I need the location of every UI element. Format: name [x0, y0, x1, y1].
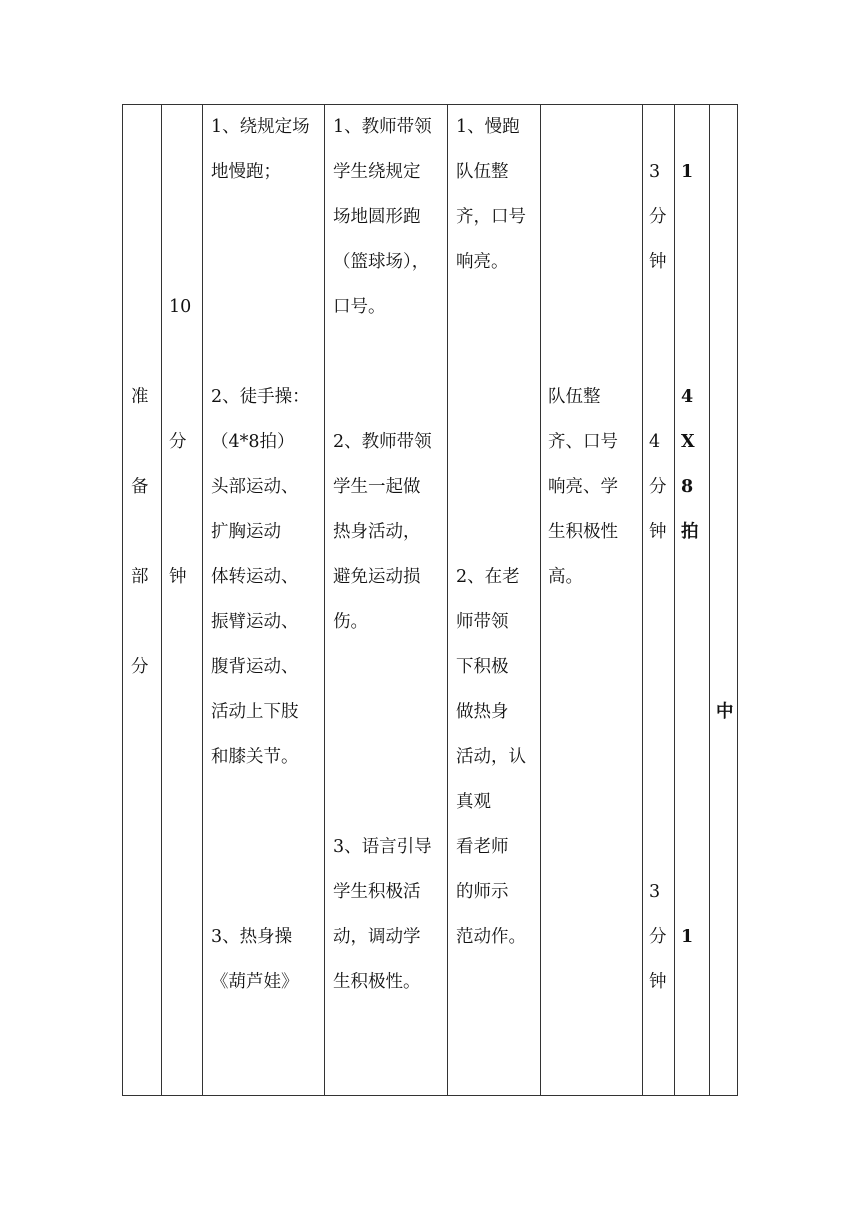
content-line: 活动上下肢 [211, 702, 299, 722]
student-line: 的师示 [456, 882, 509, 902]
time-value: 10 [169, 297, 192, 317]
teacher-line: 避免运动损 [333, 567, 421, 587]
duration-char: 钟 [649, 972, 667, 992]
time-unit-char: 分 [169, 432, 187, 452]
teacher-line: 学生绕规定 [333, 162, 421, 182]
column-divider [642, 105, 643, 1095]
duration-char: 4 [649, 432, 661, 452]
student-line: 2、在老 [456, 567, 520, 587]
count-value: 1 [681, 927, 694, 947]
duration-char: 3 [649, 882, 661, 902]
column-divider [674, 105, 675, 1095]
column-divider [202, 105, 203, 1095]
content-line: 3、热身操 [211, 927, 293, 947]
column-divider [540, 105, 541, 1095]
content-line: 扩胸运动 [211, 522, 281, 542]
count-char: 4 [681, 387, 694, 407]
teacher-line: 1、教师带领 [333, 117, 432, 137]
column-divider [709, 105, 710, 1095]
requirement-line: 生积极性 [548, 522, 618, 542]
student-line: 响亮。 [456, 252, 509, 272]
teacher-line: 生积极性。 [333, 972, 421, 992]
column-divider [161, 105, 162, 1095]
student-line: 齐，口号 [456, 207, 526, 227]
section-label-char: 准 [131, 387, 149, 407]
requirement-line: 响亮、学 [548, 477, 618, 497]
teacher-line: 口号。 [333, 297, 386, 317]
lesson-plan-table [122, 104, 738, 1096]
count-char: X [681, 432, 695, 452]
time-unit-char: 钟 [169, 567, 187, 587]
student-line: 下积极 [456, 657, 509, 677]
student-line: 真观 [456, 792, 491, 812]
student-line: 看老师 [456, 837, 509, 857]
content-line: 《葫芦娃》 [211, 972, 299, 992]
content-line: 振臂运动、 [211, 612, 299, 632]
content-line: 体转运动、 [211, 567, 299, 587]
duration-char: 3 [649, 162, 661, 182]
teacher-line: 学生一起做 [333, 477, 421, 497]
student-line: 范动作。 [456, 927, 526, 947]
student-line: 师带领 [456, 612, 509, 632]
teacher-line: 3、语言引导 [333, 837, 432, 857]
content-line: （4*8拍） [211, 432, 295, 452]
content-line: 头部运动、 [211, 477, 299, 497]
content-line: 地慢跑； [211, 162, 281, 182]
section-label-char: 备 [131, 477, 149, 497]
section-label-char: 部 [131, 567, 149, 587]
count-char: 拍 [681, 522, 699, 542]
column-divider [324, 105, 325, 1095]
content-line: 1、绕规定场 [211, 117, 310, 137]
requirement-line: 队伍整 [548, 387, 601, 407]
student-line: 做热身 [456, 702, 509, 722]
teacher-line: 动，调动学 [333, 927, 421, 947]
student-line: 1、慢跑 [456, 117, 520, 137]
duration-char: 钟 [649, 252, 667, 272]
teacher-line: 伤。 [333, 612, 368, 632]
duration-char: 分 [649, 207, 667, 227]
content-line: 2、徒手操： [211, 387, 310, 407]
teacher-line: （篮球场）， [333, 252, 430, 272]
duration-char: 分 [649, 927, 667, 947]
requirement-line: 齐、口号 [548, 432, 618, 452]
student-line: 队伍整 [456, 162, 509, 182]
intensity-label: 中 [716, 702, 734, 722]
teacher-line: 场地圆形跑 [333, 207, 421, 227]
duration-char: 钟 [649, 522, 667, 542]
teacher-line: 热身活动， [333, 522, 421, 542]
count-char: 8 [681, 477, 694, 497]
duration-char: 分 [649, 477, 667, 497]
content-line: 腹背运动、 [211, 657, 299, 677]
teacher-line: 2、教师带领 [333, 432, 432, 452]
student-line: 活动，认 [456, 747, 526, 767]
content-line: 和膝关节。 [211, 747, 299, 767]
column-divider [447, 105, 448, 1095]
section-label-char: 分 [131, 657, 149, 677]
requirement-line: 高。 [548, 567, 583, 587]
count-value: 1 [681, 162, 694, 182]
teacher-line: 学生积极活 [333, 882, 421, 902]
